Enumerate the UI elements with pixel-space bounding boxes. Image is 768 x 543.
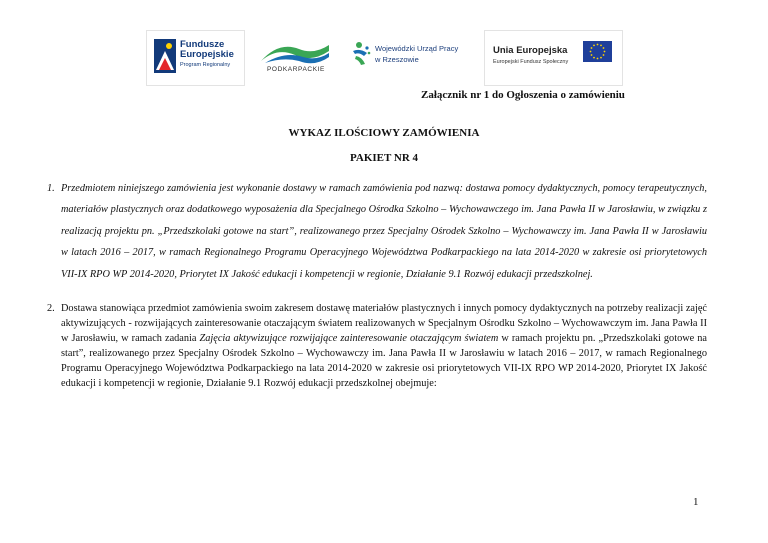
list-item	[47, 301, 707, 392]
fe-flag-icon	[154, 39, 176, 73]
document-subtitle: PAKIET NR 4	[349, 152, 419, 164]
wup-logo-line2: w Rzeszowie	[375, 55, 419, 64]
task-name-italic: Zajęcia aktywizujące rozwijające zainteresowanie otaczającym światem	[199, 333, 499, 345]
wup-logo	[350, 30, 475, 84]
fe-logo-line3: Program Regionalny	[180, 62, 231, 68]
wup-logo-line1: Wojewódzki Urząd Pracy	[375, 44, 459, 53]
list-item-text-after: w ramach projektu pn. „Przedszkolaki gotowe na start”, realizowanego przez Specjalny Ośrodek Szkolno – Wychowawczy im. Jana Pawła II w Jarosławiu w latach 2016 – 2017, w ramach Regionalnego Programu Operacyjnego Województwa Podkarpackiego na lata 2014-2020 w zakresie osi priorytetowych VII-IX RPO WP 2014-2020, Priorytet IX Jakość edukacji i kompetencji w regionie, Działanie 9.1 Rozwój edukacji przedszkolnej obejmuje:	[61, 333, 707, 390]
fe-logo-line2: Europejskie	[180, 49, 234, 60]
list-item-text: Przedmiotem niniejszego zamówienia jest wykonanie dostawy w ramach zamówienia pod nazwą: dostawa pomocy dydaktycznych, pomocy terapeutycznych, materiałów plastycznych oraz dodatkowego wyposażenia dla Specjalnego Ośrodka Szkolno – Wychowawczego im. Jana Pawła II w Jarosławiu, w związku z realizacją projektu pn. „Przedszkolaki gotowe na start”, realizowanego przez Specjalny Ośrodek Szkolno – Wychowawczy im. Jana Pawła II w Jarosławiu w latach 2016 – 2017, w ramach Regionalnego Programu Operacyjnego Województwa Podkarpackiego na lata 2014-2020 w zakresie osi priorytetowych VII-IX RPO WP 2014-2020, Priorytet IX Jakość edukacji i kompetencji w regionie, Działanie 9.1 Rozwój edukacji przedszkolnej.	[61, 183, 707, 280]
podkarpackie-label: PODKARPACKIE	[266, 66, 325, 73]
fundusze-europejskie-logo	[146, 30, 245, 86]
list-item-number: 2.	[47, 303, 55, 314]
ue-logo-line2: Europejski Fundusz Społeczny	[493, 59, 569, 65]
list-item-number: 1.	[47, 183, 55, 194]
ue-logo-line1: Unia Europejska	[493, 45, 568, 56]
podkarpackie-logo	[253, 30, 335, 84]
fe-logo-line1: Fundusze	[180, 39, 225, 50]
list-item	[47, 178, 707, 285]
unia-europejska-logo	[484, 30, 623, 86]
header-logos	[0, 30, 768, 86]
podkarpackie-mountains-icon	[259, 37, 331, 65]
list-item-text-before: Dostawa stanowiąca przedmiot zamówienia swoim zakresem dostawę materiałów plastycznych i innych pomocy dydaktycznych na potrzeby realizacji zajęć aktywizujących - rozwijających zainteresowanie otaczającym światem realizowanych w Specjalnym Ośrodku Szkolno – Wychowawczym im. Jana Pawła II w Jarosławiu, w ramach zadania	[61, 303, 707, 345]
page-number: 1	[693, 496, 699, 508]
eu-flag-icon	[583, 41, 612, 62]
annex-label: Załącznik nr 1 do Ogłoszenia o zamówieniu	[421, 89, 625, 101]
document-title: WYKAZ ILOŚCIOWY ZAMÓWIENIA	[288, 127, 480, 139]
wup-figure-icon	[350, 40, 372, 70]
